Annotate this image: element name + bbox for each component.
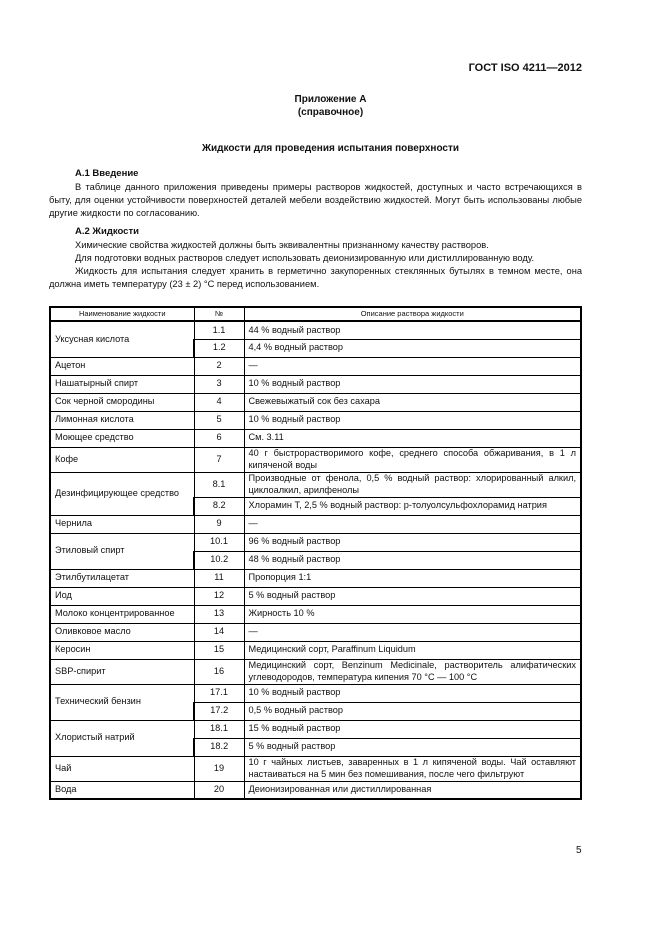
liquid-name-cell: Оливковое масло xyxy=(50,623,194,641)
liquid-number-cell: 20 xyxy=(194,781,244,799)
liquid-description-cell: Пропорция 1:1 xyxy=(244,569,581,587)
liquid-number-cell: 9 xyxy=(194,515,244,533)
liquid-number-cell: 7 xyxy=(194,447,244,472)
liquid-number-cell: 6 xyxy=(194,429,244,447)
liquid-number-cell: 4 xyxy=(194,393,244,411)
table-row xyxy=(50,375,581,393)
liquid-number-cell: 3 xyxy=(194,375,244,393)
liquid-number-cell: 1.1 xyxy=(194,321,244,339)
liquid-number-cell: 11 xyxy=(194,569,244,587)
liquid-name-cell: Хлористый натрий xyxy=(50,720,194,756)
liquid-description-cell: См. 3.11 xyxy=(244,429,581,447)
liquid-name-cell: Этилбутилацетат xyxy=(50,569,194,587)
liquid-number-cell: 10.2 xyxy=(194,551,244,569)
liquid-description-cell: 44 % водный раствор xyxy=(244,321,581,339)
table-row xyxy=(50,429,581,447)
liquid-description-cell: Хлорамин Т, 2,5 % водный раствор: p-толуолсульфохлорамид натрия xyxy=(244,497,581,515)
header-description: Описание раствора жидкости xyxy=(244,307,581,321)
liquid-description-cell: 4,4 % водный раствор xyxy=(244,339,581,357)
annex-subtitle: (справочное) xyxy=(297,107,364,118)
table-header-row xyxy=(50,307,581,321)
table-row xyxy=(50,781,581,799)
liquid-description-cell: 0,5 % водный раствор xyxy=(244,702,581,720)
liquid-number-cell: 18.2 xyxy=(194,738,244,756)
table-row xyxy=(50,684,581,702)
table-row xyxy=(50,756,581,781)
section-a2-paragraph-1: Химические свойства жидкостей должны быть эквивалентны признанному качеству растворов. xyxy=(75,240,489,250)
liquid-name-cell: Вода xyxy=(50,781,194,799)
liquid-description-cell: Деионизированная или дистиллированная xyxy=(244,781,581,799)
page-number: 5 xyxy=(576,845,582,856)
liquid-number-cell: 12 xyxy=(194,587,244,605)
liquid-name-cell: SBP-спирит xyxy=(50,659,194,684)
liquid-name-cell: Нашатырный спирт xyxy=(50,375,194,393)
liquid-name-cell: Кофе xyxy=(50,447,194,472)
liquid-description-cell: 48 % водный раствор xyxy=(244,551,581,569)
section-a2-heading: А.2 Жидкости xyxy=(75,226,139,237)
table-row xyxy=(50,357,581,375)
section-a1-heading: А.1 Введение xyxy=(75,168,139,179)
section-a1-text: В таблице данного приложения приведены примеры растворов жидкостей, доступных и часто встречающихся в быту, для оценки устойчивости поверхностей деталей мебели воздействию жидкостей. Могут быть использованы любые другие жидкости по согласованию. xyxy=(49,182,582,218)
liquid-description-cell: 10 % водный раствор xyxy=(244,411,581,429)
liquid-description-cell: 10 % водный раствор xyxy=(244,684,581,702)
liquid-name-cell: Керосин xyxy=(50,641,194,659)
liquid-description-cell: — xyxy=(244,357,581,375)
liquid-description-cell: 10 % водный раствор xyxy=(244,375,581,393)
table-row xyxy=(50,533,581,551)
header-number: № xyxy=(194,307,244,321)
table-row xyxy=(50,515,581,533)
liquid-description-cell: Производные от фенола, 0,5 % водный раствор: хлорированный алкил, циклоалкил, арилфенолы xyxy=(244,472,581,497)
liquid-description-cell: 15 % водный раствор xyxy=(244,720,581,738)
liquid-number-cell: 5 xyxy=(194,411,244,429)
table-row xyxy=(50,605,581,623)
liquid-name-cell: Сок черной смородины xyxy=(50,393,194,411)
liquid-number-cell: 2 xyxy=(194,357,244,375)
annex-heading xyxy=(0,93,661,119)
liquid-description-cell: Свежевыжатый сок без сахара xyxy=(244,393,581,411)
liquid-name-cell: Этиловый спирт xyxy=(50,533,194,569)
section-a2-paragraph-2: Для подготовки водных растворов следует использовать деионизированную или дистиллированную воду. xyxy=(75,253,535,263)
liquid-description-cell: Медицинский сорт, Benzinum Medicinale, растворитель алифатических углеводородов, температура кипения 70 °С — 100 °С xyxy=(244,659,581,684)
liquid-description-cell: 5 % водный раствор xyxy=(244,738,581,756)
table-row xyxy=(50,321,581,339)
liquid-name-cell: Дезинфицирующее средство xyxy=(50,472,194,515)
liquid-name-cell: Уксусная кислота xyxy=(50,321,194,357)
document-title: Жидкости для проведения испытания поверхности xyxy=(201,143,460,154)
table-row xyxy=(50,659,581,684)
liquid-description-cell: Медицинский сорт, Paraffinum Liquidum xyxy=(244,641,581,659)
liquid-name-cell: Технический бензин xyxy=(50,684,194,720)
header-liquid-name: Наименование жидкости xyxy=(50,307,194,321)
liquid-description-cell: 10 г чайных листьев, заваренных в 1 л кипяченой воды. Чай оставляют настаиваться на 5 мин без помешивания, после чего фильтруют xyxy=(244,756,581,781)
liquid-name-cell: Ацетон xyxy=(50,357,194,375)
table-row xyxy=(50,641,581,659)
liquid-number-cell: 16 xyxy=(194,659,244,684)
liquid-number-cell: 18.1 xyxy=(194,720,244,738)
liquid-description-cell: 5 % водный раствор xyxy=(244,587,581,605)
liquid-name-cell: Молоко концентрированное xyxy=(50,605,194,623)
liquid-name-cell: Чай xyxy=(50,756,194,781)
liquid-number-cell: 19 xyxy=(194,756,244,781)
liquid-number-cell: 8.1 xyxy=(194,472,244,497)
liquid-number-cell: 14 xyxy=(194,623,244,641)
section-a2-paragraph-3: Жидкость для испытания следует хранить в герметично закупоренных стеклянных бутылях в темном месте, она должна иметь температуру (23 ± 2) °С перед использованием. xyxy=(49,266,582,289)
table-row xyxy=(50,447,581,472)
liquid-description-cell: 96 % водный раствор xyxy=(244,533,581,551)
document-code: ГОСТ ISO 4211—2012 xyxy=(468,62,582,74)
liquid-number-cell: 17.2 xyxy=(194,702,244,720)
liquids-table xyxy=(49,306,582,800)
liquid-number-cell: 10.1 xyxy=(194,533,244,551)
table-body xyxy=(50,321,581,799)
liquid-number-cell: 8.2 xyxy=(194,497,244,515)
liquid-name-cell: Чернила xyxy=(50,515,194,533)
liquid-number-cell: 13 xyxy=(194,605,244,623)
liquid-number-cell: 17.1 xyxy=(194,684,244,702)
liquid-name-cell: Лимонная кислота xyxy=(50,411,194,429)
table-row xyxy=(50,411,581,429)
table-row xyxy=(50,587,581,605)
table-row xyxy=(50,472,581,497)
liquid-name-cell: Иод xyxy=(50,587,194,605)
annex-title: Приложение А xyxy=(294,94,367,105)
liquid-description-cell: — xyxy=(244,623,581,641)
table-row xyxy=(50,569,581,587)
liquid-number-cell: 1.2 xyxy=(194,339,244,357)
table-row xyxy=(50,720,581,738)
liquid-name-cell: Моющее средство xyxy=(50,429,194,447)
liquid-description-cell: — xyxy=(244,515,581,533)
liquid-description-cell: 40 г быстрорастворимого кофе, среднего способа обжаривания, в 1 л кипяченой воды xyxy=(244,447,581,472)
table-row xyxy=(50,623,581,641)
liquid-number-cell: 15 xyxy=(194,641,244,659)
table-row xyxy=(50,393,581,411)
liquid-description-cell: Жирность 10 % xyxy=(244,605,581,623)
